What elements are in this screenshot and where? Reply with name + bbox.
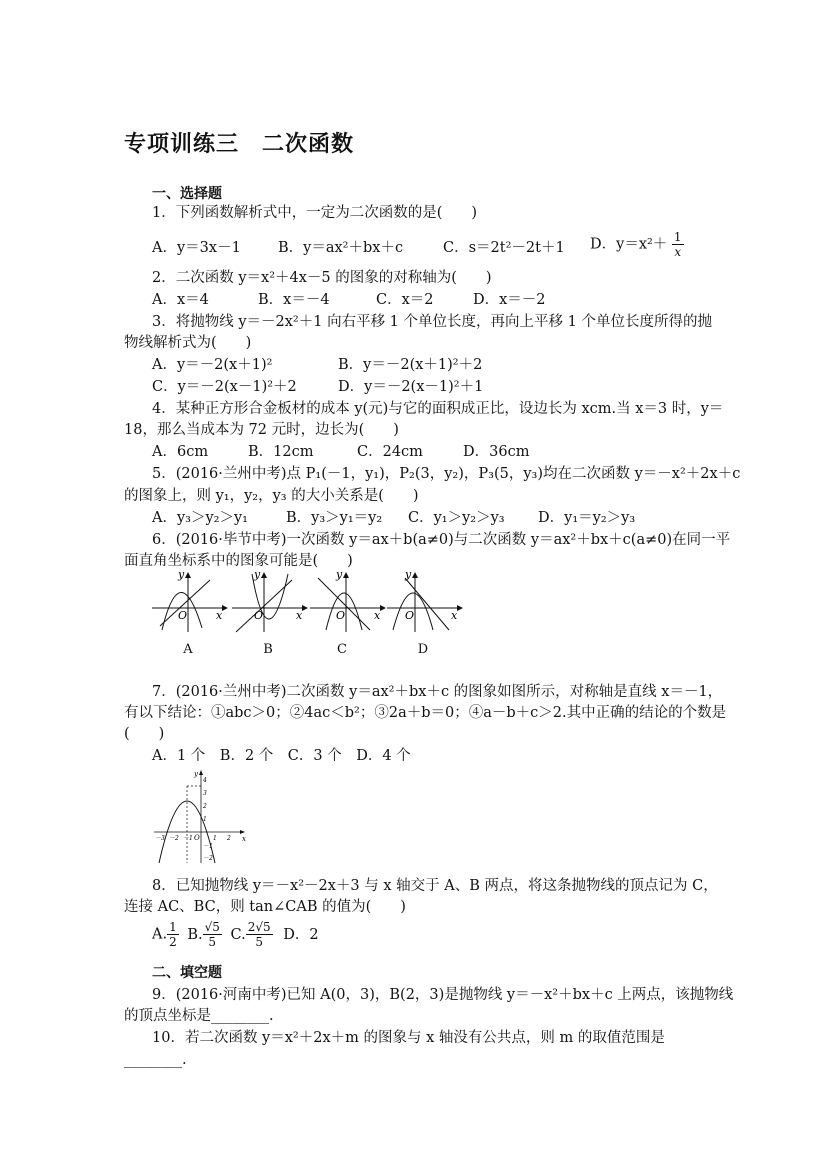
q8-option-a-fraction xyxy=(167,920,179,949)
q7-options: A．1 个 B．2 个 C．3 个 D．4 个 xyxy=(152,748,411,764)
question-9-line-2: 的顶点坐标是________. xyxy=(124,1008,274,1024)
question-5-line-2: 的图象上，则 y₁，y₂，y₃ 的大小关系是( ) xyxy=(124,488,419,504)
axis-label-y: y xyxy=(254,568,261,581)
q1-option-d-prefix: D．y＝x²＋ xyxy=(590,236,668,253)
question-6-line-2: 面直角坐标系中的图象可能是( ) xyxy=(124,553,353,569)
axis-label-x: x xyxy=(451,609,458,622)
axis-label-x: x xyxy=(296,609,303,622)
q2-option-d: D．x＝－2 xyxy=(473,292,546,308)
q8-options xyxy=(152,920,319,949)
fraction-denominator: x xyxy=(674,245,682,259)
question-2-stem: 2．二次函数 y＝x²＋4x－5 的图象的对称轴为( ) xyxy=(152,270,492,286)
origin-label: O xyxy=(336,609,346,622)
fraction-denominator: 2 xyxy=(169,935,177,949)
question-7-line-2: 有以下结论：①abc＞0；②4ac＜b²；③2a＋b＝0；④a－b＋c＞2.其中正确的结论的个数是 xyxy=(124,705,727,721)
tick-label-y: 4 xyxy=(203,777,207,784)
question-4-line-1: 4．某种正方形合金板材的成本 y(元)与它的面积成正比，设边长为 xcm.当 x＝3 时，y＝ xyxy=(152,401,724,417)
q6-graph-a xyxy=(150,570,230,635)
q8-option-d: D．2 xyxy=(283,926,319,943)
question-5-line-1: 5．(2016·兰州中考)点 P₁(－1，y₁)，P₂(3，y₂)，P₃(5，y₃)均在二次函数 y＝－x²＋2x＋c xyxy=(152,466,741,482)
question-3-line-1: 3．将抛物线 y＝－2x²＋1 向右平移 1 个单位长度，再向上平移 1 个单位长度所得的抛 xyxy=(152,314,712,330)
fraction-numerator: 1 xyxy=(673,230,682,244)
q5-option-d: D．y₁＝y₂＞y₃ xyxy=(538,510,636,526)
question-7-line-1: 7．(2016·兰州中考)二次函数 y＝ax²＋bx＋c 的图象如图所示，对称轴是直线 x＝－1， xyxy=(152,684,723,700)
q7-parabola-graph xyxy=(150,768,250,868)
section-heading-choice: 一、选择题 xyxy=(152,186,222,202)
q3-option-a: A．y＝－2(x＋1)² xyxy=(152,357,273,373)
question-9-line-1: 9．(2016·河南中考)已知 A(0，3)，B(2，3)是抛物线 y＝－x²＋bx＋c 上两点，该抛物线 xyxy=(152,987,734,1003)
q4-option-c: C．24cm xyxy=(357,444,423,460)
question-1-stem: 1．下列函数解析式中，一定为二次函数的是( ) xyxy=(152,205,478,221)
page-title: 专项训练三 二次函数 xyxy=(124,131,355,157)
question-8-line-2: 连接 AC、BC，则 tan∠CAB 的值为( ) xyxy=(124,899,406,915)
fraction-denominator: 5 xyxy=(208,935,217,949)
question-8-line-1: 8．已知抛物线 y＝－x²－2x＋3 与 x 轴交于 A、B 两点，将这条抛物线的顶点记为 C， xyxy=(152,878,718,894)
section-heading-fill: 二、填空题 xyxy=(152,965,222,981)
q8-option-a-prefix: A. xyxy=(152,926,168,943)
question-4-line-2: 18，那么当成本为 72 元时，边长为( ) xyxy=(124,422,399,438)
q5-option-a: A．y₃＞y₂＞y₁ xyxy=(152,510,248,526)
q8-option-c-prefix: C. xyxy=(230,926,246,943)
q5-option-c: C．y₁＞y₂＞y₃ xyxy=(408,510,505,526)
q5-option-b: B．y₃＞y₁＝y₂ xyxy=(286,510,383,526)
axis-label-y: y xyxy=(336,568,343,581)
q4-option-d: D．36cm xyxy=(463,444,530,460)
fraction-numerator: √5 xyxy=(204,920,220,934)
axis-label-x: x xyxy=(242,835,246,843)
q6-figure-label-a: A xyxy=(183,642,193,657)
axis-label-x: x xyxy=(374,609,381,622)
origin-label: O xyxy=(405,609,415,622)
fraction-numerator: 2√5 xyxy=(247,920,271,934)
tick-label-x: 1 xyxy=(213,835,217,842)
q1-option-b: B．y＝ax²＋bx＋c xyxy=(278,240,404,256)
question-7-line-3: ( ) xyxy=(124,726,165,742)
axis-label-y: y xyxy=(405,568,412,581)
q8-option-b-prefix: B. xyxy=(187,926,203,943)
axis-label-x: x xyxy=(216,609,223,622)
tick-label-y: 1 xyxy=(203,816,207,823)
tick-label-x: －1 xyxy=(183,835,193,842)
question-6-line-1: 6．(2016·毕节中考)一次函数 y＝ax＋b(a≠0)与二次函数 y＝ax²＋bx＋c(a≠0)在同一平 xyxy=(152,532,731,548)
q3-option-b: B．y＝－2(x＋1)²＋2 xyxy=(338,357,483,373)
q6-graph-c xyxy=(308,570,388,635)
fraction-denominator: 5 xyxy=(255,935,263,949)
q1-option-a: A．y＝3x－1 xyxy=(152,240,241,256)
tick-label-x: －2 xyxy=(169,835,179,842)
question-10-line-1: 10．若二次函数 y＝x²＋2x＋m 的图象与 x 轴没有公共点，则 m 的取值范围是 xyxy=(152,1030,665,1046)
tick-label-y: －1 xyxy=(203,843,213,850)
question-3-line-2: 物线解析式为( ) xyxy=(124,335,252,351)
q6-figure-label-c: C xyxy=(337,642,347,657)
q1-option-d xyxy=(590,230,684,259)
tick-label-x: －3 xyxy=(155,835,165,842)
q2-option-a: A．x＝4 xyxy=(152,292,209,308)
q6-graph-b xyxy=(230,570,310,635)
fraction-numerator: 1 xyxy=(169,920,177,934)
q8-option-b-fraction xyxy=(203,920,222,949)
tick-label-y: 2 xyxy=(203,803,207,810)
q6-figure-label-b: B xyxy=(263,642,273,657)
q2-option-b: B．x＝－4 xyxy=(258,292,330,308)
q8-option-c-fraction xyxy=(246,920,273,949)
q6-figure-label-d: D xyxy=(417,642,429,657)
origin-label: O xyxy=(178,609,188,622)
tick-label-x: 2 xyxy=(227,835,231,842)
q4-option-a: A．6cm xyxy=(152,444,209,460)
axis-label-y: y xyxy=(178,568,185,581)
origin-label: O xyxy=(194,834,200,842)
tick-label-y: 3 xyxy=(203,790,207,797)
q3-option-d: D．y＝－2(x－1)²＋1 xyxy=(338,379,484,395)
question-10-line-2: ________. xyxy=(124,1052,187,1068)
origin-label: O xyxy=(254,609,264,622)
q1-option-d-fraction xyxy=(672,230,684,259)
q4-option-b: B．12cm xyxy=(248,444,314,460)
q2-option-c: C．x＝2 xyxy=(376,292,434,308)
q3-option-c: C．y＝－2(x－1)²＋2 xyxy=(152,379,297,395)
q1-option-c: C．s＝2t²－2t＋1 xyxy=(443,240,565,256)
q6-graph-d xyxy=(385,570,465,635)
tick-label-y: －2 xyxy=(203,855,213,862)
axis-label-y: y xyxy=(194,770,198,778)
